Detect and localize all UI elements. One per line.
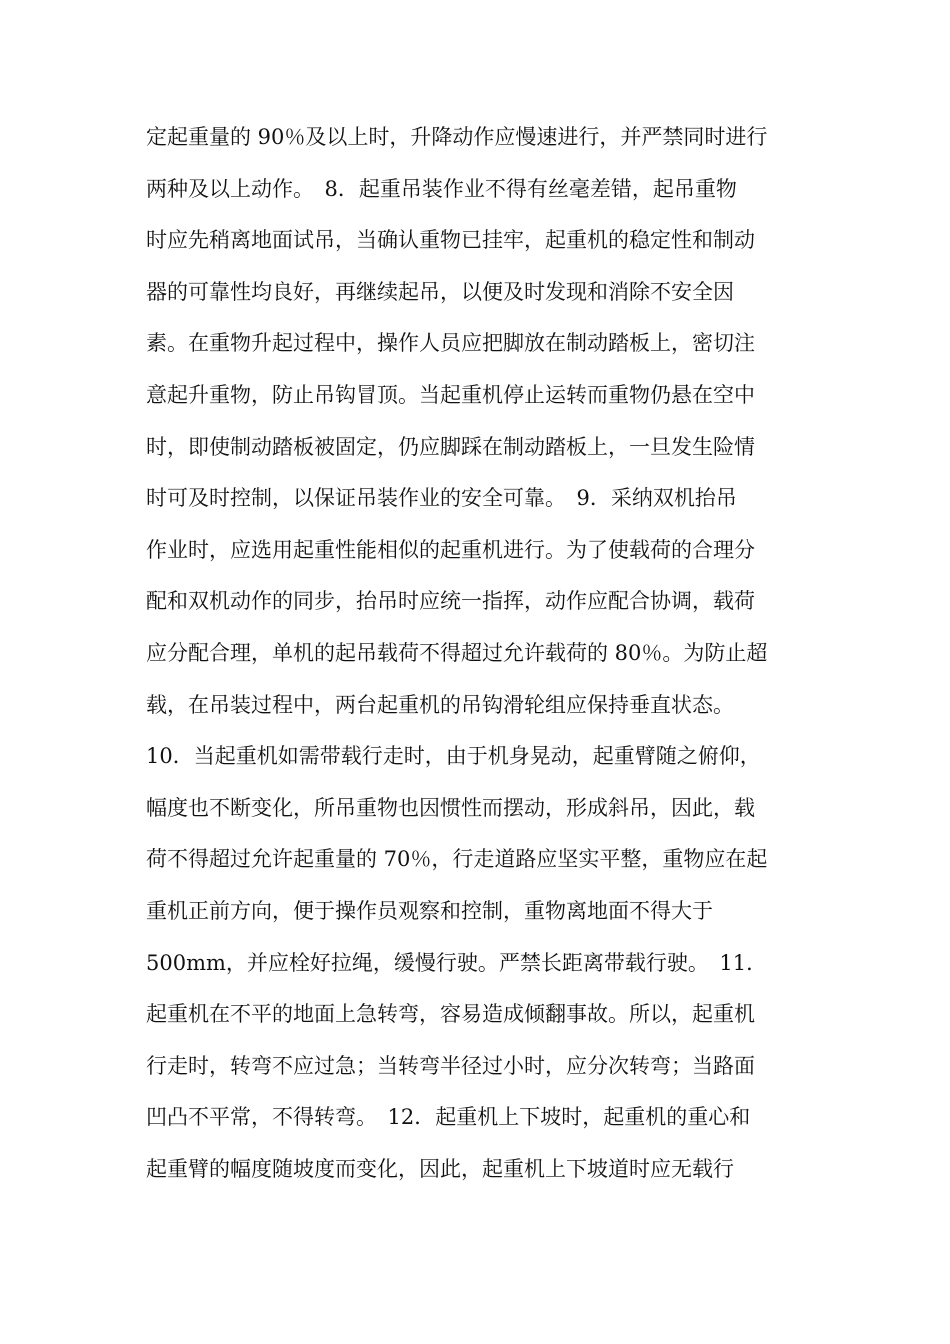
text-line: 器的可靠性均良好，再继续起吊，以便及时发现和消除不安全因 xyxy=(146,279,734,304)
text-line: 时可及时控制，以保证吊装作业的安全可靠。 9．采纳双机抬吊 xyxy=(146,486,737,511)
text-line: 作业时，应选用起重性能相似的起重机进行。为了使载荷的合理分 xyxy=(146,537,755,562)
text-line: 重机正前方向，便于操作员观察和控制，重物离地面不得大于 xyxy=(146,898,713,923)
text-line: 起重机在不平的地面上急转弯，容易造成倾翻事故。所以，起重机 xyxy=(146,1002,755,1027)
text-line: 定起重量的 90％及以上时，升降动作应慢速进行，并严禁同时进行 xyxy=(146,125,768,149)
text-line: 起重臂的幅度随坡度而变化，因此，起重机上下坡道时应无载行 xyxy=(146,1156,734,1181)
text-line: 幅度也不断变化，所吊重物也因惯性而摆动，形成斜吊，因此，载 xyxy=(146,795,755,820)
text-line: 素。在重物升起过程中，操作人员应把脚放在制动踏板上，密切注 xyxy=(146,331,755,356)
body-text xyxy=(146,118,806,1201)
text-line: 载，在吊装过程中，两台起重机的吊钩滑轮组应保持垂直状态。 xyxy=(146,692,734,717)
text-line: 应分配合理，单机的起吊载荷不得超过允许载荷的 80％。为防止超 xyxy=(146,640,768,665)
text-line: 意起升重物，防止吊钩冒顶。当起重机停止运转而重物仍悬在空中 xyxy=(146,382,755,407)
text-line: 荷不得超过允许起重量的 70％，行走道路应坚实平整，重物应在起 xyxy=(146,847,768,872)
text-line: 时应先稍离地面试吊，当确认重物已挂牢，起重机的稳定性和制动 xyxy=(146,228,755,253)
text-line: 10．当起重机如需带载行走时，由于机身晃动，起重臂随之俯仰， xyxy=(146,744,761,769)
text-line: 500mm，并应栓好拉绳，缓慢行驶。严禁长距离带载行驶。 11． xyxy=(146,950,768,975)
text-line: 两种及以上动作。 8．起重吊装作业不得有丝毫差错，起吊重物 xyxy=(146,176,737,201)
text-line: 配和双机动作的同步，抬吊时应统一指挥，动作应配合协调，载荷 xyxy=(146,589,755,614)
text-line: 凹凸不平常，不得转弯。 12．起重机上下坡时，起重机的重心和 xyxy=(146,1105,751,1130)
text-line: 行走时，转弯不应过急；当转弯半径过小时，应分次转弯；当路面 xyxy=(146,1053,755,1078)
text-line: 时，即使制动踏板被固定，仍应脚踩在制动踏板上，一旦发生险情 xyxy=(146,434,755,459)
